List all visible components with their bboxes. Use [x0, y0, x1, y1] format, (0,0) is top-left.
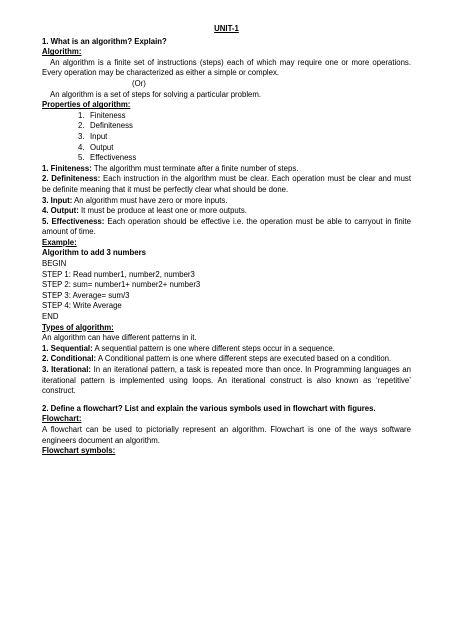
type-text: In an iterational pattern, a task is repeated more than once. In Programming languages an iterational pattern is implemented using loops. An iterational construct is also known as ‘repetitive’ construct.	[42, 365, 411, 396]
example-heading: Example:	[42, 237, 77, 247]
algorithm-definition: An algorithm is a finite set of instructions (steps) each of which may require one or more operations. Every operation may be characterized as either a simple or complex.	[42, 57, 411, 78]
question-2-heading: 2. Define a flowchart? List and explain the various symbols used in flowchart with figures.	[42, 403, 376, 413]
flowchart-heading: Flowchart:	[42, 414, 82, 424]
type-text: A sequential pattern is one where different steps occur in a sequence.	[92, 343, 335, 353]
example-step: STEP 1: Read number1, number2, number3	[42, 269, 195, 279]
property-description	[42, 174, 411, 195]
property-label: Effectiveness	[90, 153, 137, 163]
type-description	[42, 365, 411, 397]
algorithm-heading: Algorithm:	[42, 47, 82, 57]
property-term: 3. Input:	[42, 195, 73, 205]
property-term: 1. Finiteness:	[42, 163, 92, 173]
property-text: Each instruction in the algorithm must be clear. Each operation must be clear and must be definite meaning that it must be perfectly clear what should be done.	[42, 174, 411, 194]
property-label: Finiteness	[90, 110, 126, 120]
types-heading: Types of algorithm:	[42, 322, 114, 332]
flowchart-definition: A flowchart can be used to pictorially represent an algorithm. Flowchart is one of the ways software engineers document an algorithm.	[42, 424, 411, 445]
property-number: 4.	[78, 142, 85, 152]
type-term: 1. Sequential:	[42, 343, 93, 353]
type-description	[42, 344, 411, 355]
property-item	[78, 111, 411, 122]
property-number: 3.	[78, 131, 85, 141]
example-step: STEP 4: Write Average	[42, 301, 122, 311]
property-number: 2.	[78, 121, 85, 131]
property-text: It must be produce at least one or more outputs.	[78, 206, 247, 216]
property-text: The algorithm must terminate after a finite number of steps.	[91, 163, 299, 173]
properties-list	[42, 111, 411, 164]
property-label: Definiteness	[90, 121, 133, 131]
algorithm-definition-2: An algorithm is a set of steps for solving a particular problem.	[50, 89, 262, 99]
property-item	[78, 153, 411, 164]
example-step: STEP 3: Average= sum/3	[42, 290, 130, 300]
property-term: 2. Definiteness:	[42, 174, 101, 184]
unit-title: UNIT-1	[214, 24, 239, 33]
types-intro: An algorithm can have different patterns in it.	[42, 333, 197, 343]
type-term: 2. Conditional:	[42, 354, 97, 364]
type-term: 3. Iterational:	[42, 365, 91, 374]
property-text: An algorithm must have zero or more inputs.	[72, 195, 228, 205]
example-step: BEGIN	[42, 259, 67, 269]
or-separator: (Or)	[132, 78, 146, 88]
paragraph-spacer	[42, 397, 411, 404]
property-number: 5.	[78, 153, 85, 163]
property-description	[42, 217, 411, 238]
property-description	[42, 164, 411, 175]
property-number: 1.	[78, 110, 85, 120]
type-description	[42, 354, 411, 365]
example-step: STEP 2: sum= number1+ number2+ number3	[42, 280, 201, 290]
property-term: 4. Output:	[42, 206, 79, 216]
properties-heading: Properties of algorithm:	[42, 100, 131, 110]
property-item	[78, 121, 411, 132]
example-title: Algorithm to add 3 numbers	[42, 248, 146, 258]
property-term: 5. Effectiveness:	[42, 216, 105, 226]
property-description	[42, 206, 411, 217]
flowchart-symbols-heading: Flowchart symbols:	[42, 446, 116, 456]
property-label: Output	[90, 142, 114, 152]
document-page	[42, 24, 411, 457]
property-item	[78, 143, 411, 154]
property-item	[78, 132, 411, 143]
property-description	[42, 196, 411, 207]
question-1-heading: 1. What is an algorithm? Explain?	[42, 36, 167, 46]
example-step: END	[42, 312, 59, 322]
property-label: Input	[90, 131, 108, 141]
property-text: Each operation should be effective i.e. the operation must be able to carryout in finite amount of time.	[42, 216, 411, 237]
type-text: A Conditional pattern is one where different steps are executed based on a condition.	[96, 354, 392, 364]
